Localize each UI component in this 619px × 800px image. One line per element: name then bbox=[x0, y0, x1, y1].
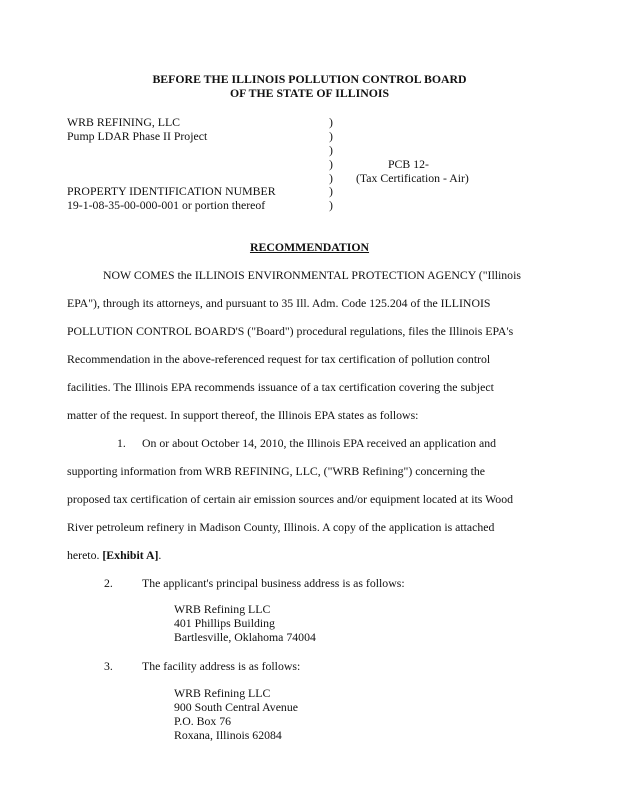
caption-paren: ) bbox=[329, 171, 333, 185]
case-number: PCB 12- bbox=[388, 157, 429, 171]
item-number: 2. bbox=[104, 576, 113, 590]
item3-text: The facility address is as follows: bbox=[142, 659, 301, 673]
caption-paren: ) bbox=[329, 157, 333, 171]
item1-last-line bbox=[67, 548, 161, 563]
address-line: WRB Refining LLC bbox=[174, 602, 271, 616]
intro-line: NOW COMES the ILLINOIS ENVIRONMENTAL PROTECTION AGENCY ("Illinois bbox=[103, 268, 521, 282]
caption-paren: ) bbox=[329, 129, 333, 143]
address-line: Bartlesville, Oklahoma 74004 bbox=[174, 630, 316, 644]
item1-line: supporting information from WRB REFINING, LLC, ("WRB Refining") concerning the bbox=[67, 464, 485, 478]
caption-paren: ) bbox=[329, 198, 333, 212]
intro-line: matter of the request. In support thereof, the Illinois EPA states as follows: bbox=[67, 408, 419, 422]
exhibit-reference: [Exhibit A] bbox=[102, 548, 159, 562]
address-line: P.O. Box 76 bbox=[174, 714, 232, 728]
intro-line: POLLUTION CONTROL BOARD'S ("Board") procedural regulations, files the Illinois EPA's bbox=[67, 324, 514, 338]
address-line: 900 South Central Avenue bbox=[174, 700, 298, 714]
board-heading-line-2: OF THE STATE OF ILLINOIS bbox=[229, 86, 390, 100]
intro-line: facilities. The Illinois EPA recommends issuance of a tax certification covering the subject bbox=[67, 380, 494, 394]
document-title: RECOMMENDATION bbox=[249, 240, 370, 254]
caption-paren: ) bbox=[329, 143, 333, 157]
intro-line: Recommendation in the above-referenced request for tax certification of pollution control bbox=[67, 352, 491, 366]
address-line: WRB Refining LLC bbox=[174, 686, 271, 700]
caption-paren: ) bbox=[329, 115, 333, 129]
caption-paren: ) bbox=[329, 184, 333, 198]
item-number: 1. bbox=[117, 436, 126, 450]
address-line: Roxana, Illinois 62084 bbox=[174, 728, 282, 742]
item1-line: proposed tax certification of certain air emission sources and/or equipment located at its Wood bbox=[67, 492, 513, 506]
intro-line: EPA"), through its attorneys, and pursuant to 35 Ill. Adm. Code 125.204 of the ILLINOIS bbox=[67, 296, 491, 310]
board-heading-line-1: BEFORE THE ILLINOIS POLLUTION CONTROL BOARD bbox=[152, 72, 467, 86]
item1-line: On or about October 14, 2010, the Illinois EPA received an application and bbox=[142, 436, 497, 450]
item1-line: River petroleum refinery in Madison County, Illinois. A copy of the application is attached bbox=[67, 520, 495, 534]
project-name: Pump LDAR Phase II Project bbox=[67, 129, 208, 143]
property-label: PROPERTY IDENTIFICATION NUMBER bbox=[67, 184, 276, 198]
address-line: 401 Phillips Building bbox=[174, 616, 275, 630]
item-number: 3. bbox=[104, 659, 113, 673]
item1-last-suffix: . bbox=[158, 548, 162, 562]
property-number: 19-1-08-35-00-000-001 or portion thereof bbox=[67, 198, 266, 212]
item1-last-prefix: hereto. bbox=[67, 548, 103, 562]
case-type: (Tax Certification - Air) bbox=[356, 171, 469, 185]
item2-text: The applicant's principal business address is as follows: bbox=[142, 576, 405, 590]
party-name: WRB REFINING, LLC bbox=[67, 115, 181, 129]
